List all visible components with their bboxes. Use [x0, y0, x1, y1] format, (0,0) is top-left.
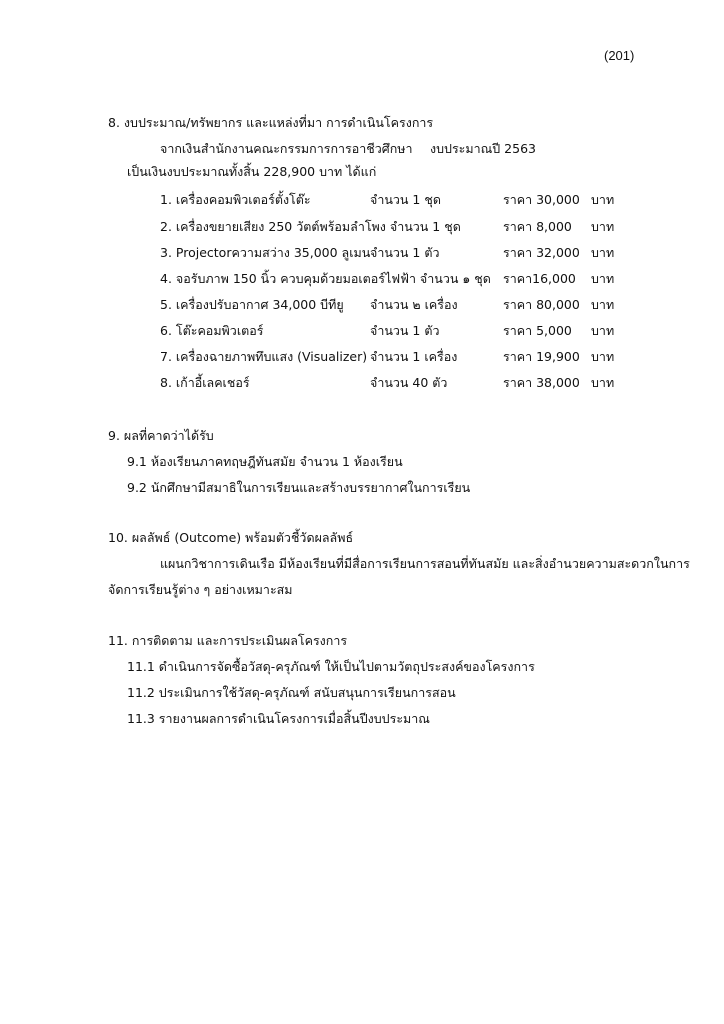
budget-total: เป็นเงินงบประมาณทั้งสิ้น 228,900 บาท ได้แก่ — [127, 164, 377, 179]
item-price: ราคา 80,000 — [503, 297, 580, 312]
section-8-heading: 8. งบประมาณ/ทรัพยากร และแหล่งที่มา การดำเนินโครงการ — [108, 115, 434, 130]
outcome-text-line-2: จัดการเรียนรู้ต่าง ๆ อย่างเหมาะสม — [108, 582, 293, 597]
budget-item — [0, 271, 724, 289]
budget-item — [0, 245, 724, 263]
budget-year: งบประมาณปี 2563 — [430, 141, 536, 156]
item-quantity: จำนวน 1 ชุด — [370, 192, 441, 207]
budget-source: จากเงินสำนักงานคณะกรรมการการอาชีวศึกษา — [160, 141, 413, 156]
monitoring-item: 11.2 ประเมินการใช้วัสดุ-ครุภัณฑ์ สนับสนุนการเรียนการสอน — [127, 685, 456, 700]
section-11-heading: 11. การติดตาม และการประเมินผลโครงการ — [108, 633, 348, 648]
item-unit: บาท — [591, 349, 615, 364]
item-price: ราคา 19,900 — [503, 349, 580, 364]
item-quantity: จำนวน 1 ตัว — [370, 245, 440, 260]
item-name: 7. เครื่องฉายภาพทึบแสง (Visualizer) — [160, 349, 368, 364]
expected-result-item: 9.1 ห้องเรียนภาคทฤษฎีทันสมัย จำนวน 1 ห้องเรียน — [127, 454, 403, 469]
item-unit: บาท — [591, 323, 615, 338]
item-price: ราคา 32,000 — [503, 245, 580, 260]
item-price: ราคา 30,000 — [503, 192, 580, 207]
item-quantity: จำนวน 40 ตัว — [370, 375, 448, 390]
item-name: 8. เก้าอี้เลคเชอร์ — [160, 375, 250, 390]
expected-result-item: 9.2 นักศึกษามีสมาธิในการเรียนและสร้างบรรยากาศในการเรียน — [127, 480, 471, 495]
monitoring-item: 11.3 รายงานผลการดำเนินโครงการเมื่อสิ้นปีงบประมาณ — [127, 711, 430, 726]
item-name: 4. จอรับภาพ 150 นิ้ว ควบคุมด้วยมอเตอร์ไฟฟ้า จำนวน ๑ ชุด — [160, 271, 491, 286]
item-name: 3. Projectorความสว่าง 35,000 ลูเมน — [160, 245, 371, 260]
item-name: 1. เครื่องคอมพิวเตอร์ตั้งโต๊ะ — [160, 192, 311, 207]
item-quantity: จำนวน ๒ เครื่อง — [370, 297, 458, 312]
budget-item — [0, 349, 724, 367]
item-unit: บาท — [591, 192, 615, 207]
item-price: ราคา 5,000 — [503, 323, 572, 338]
budget-item — [0, 323, 724, 341]
budget-item — [0, 219, 724, 237]
budget-item — [0, 375, 724, 393]
budget-source-line — [160, 141, 536, 157]
budget-item — [0, 192, 724, 210]
item-name: 5. เครื่องปรับอากาศ 34,000 บีทียู — [160, 297, 344, 312]
budget-item — [0, 297, 724, 315]
item-unit: บาท — [591, 271, 615, 286]
item-price: ราคา16,000 — [503, 271, 576, 286]
outcome-text-line-1: แผนกวิชาการเดินเรือ มีห้องเรียนที่มีสื่อการเรียนการสอนที่ทันสมัย และสิ่งอำนวยความสะดวกในการ — [160, 556, 690, 571]
monitoring-item: 11.1 ดำเนินการจัดซื้อวัสดุ-ครุภัณฑ์ ให้เป็นไปตามวัตถุประสงค์ของโครงการ — [127, 659, 535, 674]
section-10-heading: 10. ผลลัพธ์ (Outcome) พร้อมตัวชี้วัดผลลัพธ์ — [108, 530, 354, 545]
item-price: ราคา 8,000 — [503, 219, 572, 234]
item-name: 6. โต๊ะคอมพิวเตอร์ — [160, 323, 264, 338]
section-9-heading: 9. ผลที่คาดว่าได้รับ — [108, 428, 214, 443]
item-name: 2. เครื่องขยายเสียง 250 วัตต์พร้อมลำโพง จำนวน 1 ชุด — [160, 219, 461, 234]
item-unit: บาท — [591, 245, 615, 260]
item-unit: บาท — [591, 219, 615, 234]
item-quantity: จำนวน 1 เครื่อง — [370, 349, 458, 364]
page-number: (201) — [604, 48, 635, 63]
item-price: ราคา 38,000 — [503, 375, 580, 390]
item-unit: บาท — [591, 297, 615, 312]
item-quantity: จำนวน 1 ตัว — [370, 323, 440, 338]
item-unit: บาท — [591, 375, 615, 390]
